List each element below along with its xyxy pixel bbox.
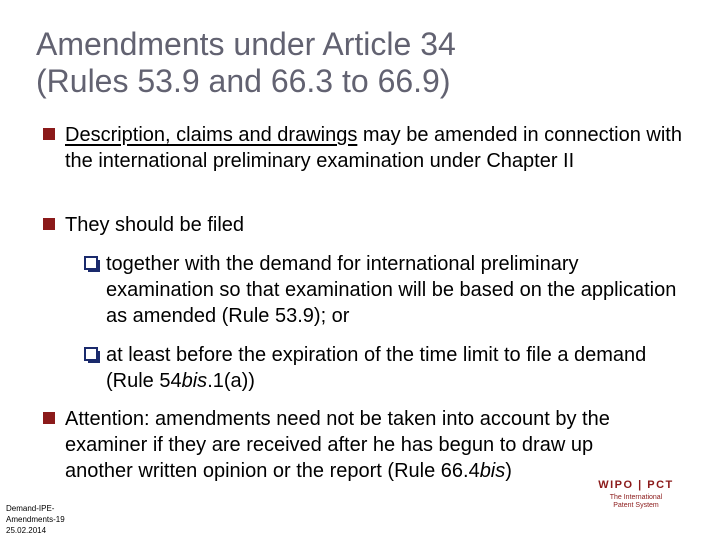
sub-bullet-together-with-demand (106, 251, 686, 329)
logo-subtitle (588, 494, 684, 510)
slide-title (36, 26, 676, 100)
bullet-description-claims (65, 122, 695, 174)
logo-wordmark: WIPO | PCT (598, 479, 674, 491)
bullet-underlined-text: Description, claims and drawings (65, 124, 358, 146)
footer-line-1: Demand-IPE- (6, 504, 55, 513)
sub-bullet-text: together with the demand for international preliminary examination so that examination will be based on the application as amended (Rule 53.9); or (106, 253, 677, 327)
bullet-italic: bis (479, 460, 506, 482)
bullet-text: They should be filed (65, 214, 245, 236)
sub-bullet-italic: bis (181, 370, 208, 392)
bullet-should-be-filed (65, 212, 695, 238)
bullet-text: may be amended in connection with the international preliminary examination under Chapter II (65, 124, 682, 172)
title-line-2: (Rules 53.9 and 66.3 to 66.9) (36, 63, 451, 99)
sub-bullet-text-end: .1(a)) (207, 370, 255, 392)
square-bullet-icon (43, 128, 55, 140)
wipo-pct-logo (588, 478, 684, 510)
square-bullet-icon (43, 412, 55, 424)
sub-bullet-before-time-limit (106, 342, 686, 394)
logo-subtitle-line-2: Patent System (613, 502, 659, 509)
sub-bullet-text: at least before the expiration of the time limit to file a demand (Rule 54 (106, 344, 647, 392)
bullet-text: Attention: amendments need not be taken into account by the examiner if they are received after he has begun to draw up another written opinion or the report (Rule 66.4 (65, 408, 610, 482)
footer-line-2: Amendments-19 (6, 515, 65, 524)
bullet-text-end: ) (505, 460, 512, 482)
logo-subtitle-line-1: The International (609, 494, 663, 501)
bullet-attention (65, 406, 625, 484)
title-line-1: Amendments under Article 34 (36, 26, 456, 62)
slide-footer-reference (6, 503, 65, 536)
footer-date: 25.02.2014 (6, 526, 47, 535)
square-bullet-icon (43, 218, 55, 230)
checkbox-bullet-icon (84, 347, 98, 361)
checkbox-bullet-icon (84, 256, 98, 270)
